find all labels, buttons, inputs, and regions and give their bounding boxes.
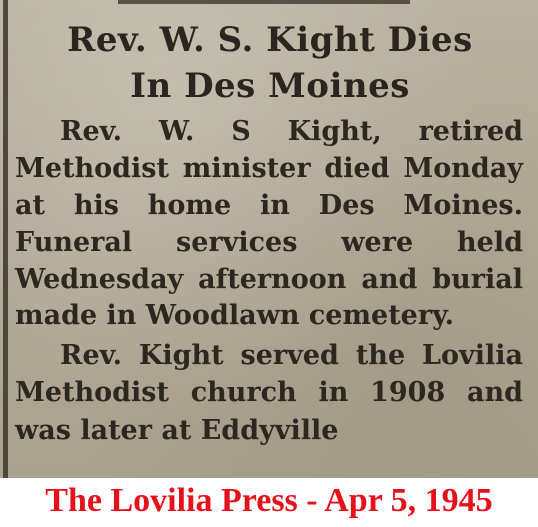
article-line: was later at Eddyville <box>15 415 339 446</box>
article-line: Wednesday afternoon and burial <box>15 264 523 295</box>
column-rule <box>3 0 8 478</box>
article-line: Methodist minister died Monday <box>15 153 523 184</box>
article-line: Funeral services were held <box>15 227 523 258</box>
article-line: Rev. W. S Kight, retired <box>60 116 523 147</box>
article-line: Rev. Kight served the Lovilia <box>60 340 523 371</box>
article-line: at his home in Des Moines. <box>15 190 523 221</box>
top-rule <box>118 0 410 4</box>
article-line: Methodist church in 1908 and <box>15 377 523 408</box>
headline-line-2: In Des Moines <box>130 66 410 106</box>
article-line: made in Woodlawn cemetery. <box>15 300 455 331</box>
headline-line-1: Rev. W. S. Kight Dies <box>67 20 473 60</box>
source-caption: The Lovilia Press - Apr 5, 1945 <box>45 482 493 519</box>
